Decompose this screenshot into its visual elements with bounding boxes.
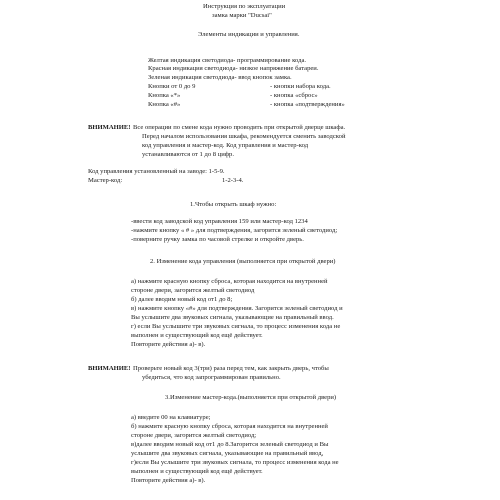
key-hash-label: Кнопка «#» bbox=[148, 101, 181, 108]
section2-line: г) если Вы услышите три звуковых сигнала, то процесс изменения кода не bbox=[131, 323, 341, 330]
warning2-label: ВНИМАНИЕ! bbox=[88, 365, 131, 372]
warning1-label: ВНИМАНИЕ! bbox=[88, 124, 131, 131]
section2-line: в) нажмите кнопку «#» для подтверждения. Загорится зеленый светодиод и bbox=[131, 305, 343, 312]
key-hash-desc: - кнопка «подтверждения» bbox=[270, 101, 345, 108]
section2-line: Вы услышите два звуковых сигнала, указывающие на правильный ввод. bbox=[131, 314, 334, 321]
section1-line: -поверните ручку замка по часовой стрелке и откройте дверь. bbox=[131, 236, 304, 243]
warning1-line: Перед началом использования шкафа, рекомендуется сменить заводской bbox=[142, 133, 346, 140]
doc-title-line2: замка марки "Ducsai" bbox=[212, 12, 272, 19]
section2-line: Повторите действия а)- в). bbox=[131, 341, 206, 348]
section2-line: выполнен и существующий код ещё действует. bbox=[131, 332, 263, 339]
section1-line: -нажмите кнопку « # » для подтверждения, загорится зеленый светодиод; bbox=[131, 227, 338, 234]
section3-line: Повторите действия а)- в). bbox=[131, 477, 206, 484]
section1-heading: 1.Чтобы открыть шкаф нужно: bbox=[190, 201, 277, 208]
section2-line: б) далее вводим новый код от1 до 8; bbox=[131, 296, 233, 303]
factory-master-label: Мастер-код: bbox=[88, 177, 123, 184]
key-digits-desc: - кнопки набора кода. bbox=[270, 83, 331, 90]
warning1-line: устанавливаются от 1 до 8 цифр. bbox=[142, 151, 234, 158]
section2-line: стороне двери, загорится желтый светодиод bbox=[131, 287, 255, 294]
section3-line: услышите два звуковых сигнала, указывающие на правильный ввод, bbox=[131, 450, 324, 457]
section3-line: стороне двери, загорится желтый светодиод; bbox=[131, 432, 257, 439]
indication-heading: Элементы индикации и управления. bbox=[198, 31, 300, 38]
key-star-label: Кнопка «*» bbox=[148, 92, 181, 99]
section1-line: -ввести код заводской код управления 159 или мастер-код 1234 bbox=[131, 218, 308, 225]
section3-line: выполнен и существующий код ещё действует. bbox=[131, 468, 263, 475]
section2-line: а) нажмите красную кнопку сброса, которая находится на внутренней bbox=[131, 278, 328, 285]
key-star-desc: - кнопка «сброс» bbox=[270, 92, 318, 99]
factory-control-code: Код управления установленный на заводе: 1-5-9. bbox=[88, 168, 225, 175]
section3-line: б) нажмите красную кнопку сброса, которая находится на внутренней bbox=[131, 423, 328, 430]
warning2-line: убедиться, что код запрограммирован правильно. bbox=[142, 374, 281, 381]
indication-line-green: Зеленая индикация светодиода- ввод кнопок замка. bbox=[148, 74, 292, 81]
doc-title-line1: Инструкция по эксплуатации bbox=[203, 3, 286, 10]
section3-heading: 3.Изменение мастер-кода.(выполняется при открытой двери) bbox=[165, 394, 337, 401]
factory-master-value: 1-2-3-4. bbox=[222, 177, 244, 184]
section2-heading: 2. Изменение кода управления (выполняется при открытой двери) bbox=[150, 258, 336, 265]
indication-line-red: Красная индикация светодиода- низкое напряжение батареи. bbox=[148, 65, 319, 72]
section3-line: в)далее вводим новый код от1 до 8.Загорится зеленый светодиод и Вы bbox=[131, 441, 329, 448]
warning1-line: код управления и мастер-код. Код управления и мастер-код bbox=[142, 142, 309, 149]
section3-line: г)если Вы услышите три звуковых сигнала, то процесс изменения кода не bbox=[131, 459, 339, 466]
warning2-line: Проверьте новый код 3(три) раза перед тем, как закрыть дверь, чтобы bbox=[133, 365, 329, 372]
section3-line: а) введите 00 на клавиатуре; bbox=[131, 414, 211, 421]
warning1-line: Все операции по смене кода нужно проводить при открытой дверце шкафа. bbox=[133, 124, 346, 131]
key-digits-label: Кнопки от 0 до 9 bbox=[148, 83, 196, 90]
indication-line-yellow: Желтая индикация светодиода- программирование кода. bbox=[148, 57, 307, 64]
